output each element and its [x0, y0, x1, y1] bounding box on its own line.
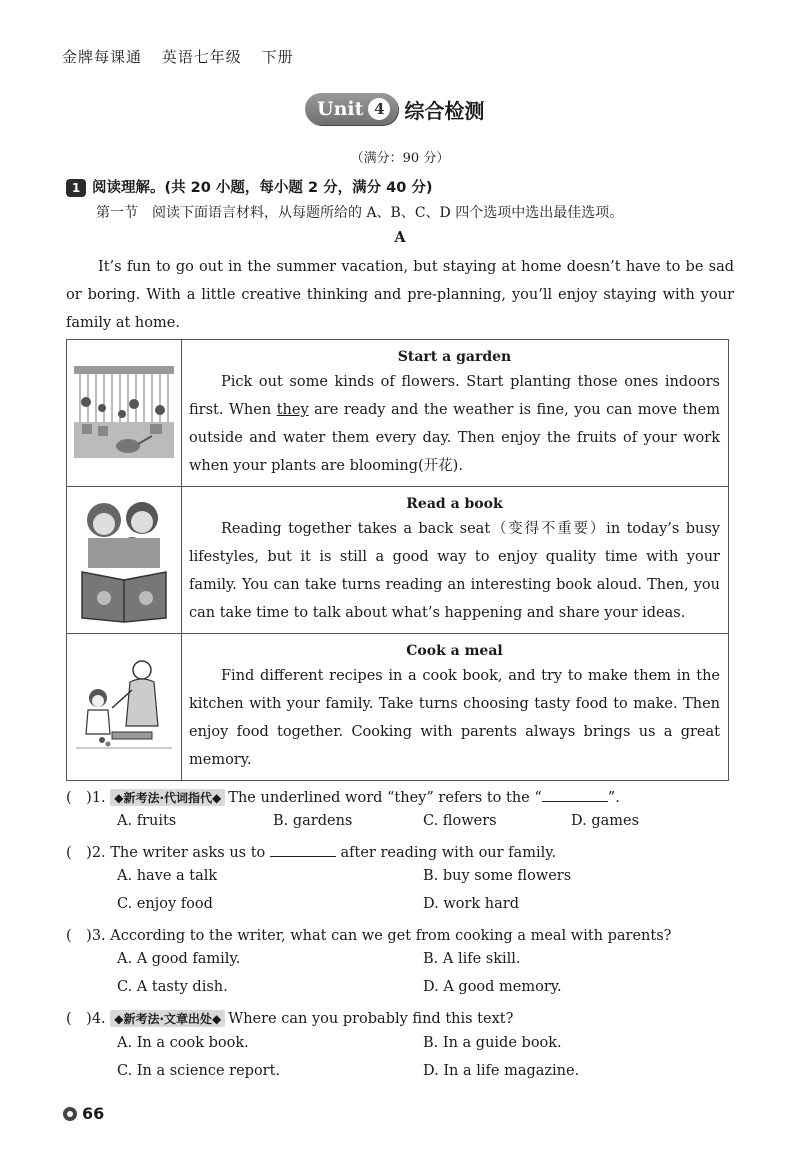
- activity-title: Read a book: [406, 496, 503, 512]
- book-name: 金牌每课通: [62, 48, 143, 66]
- cooking-illustration: [67, 634, 181, 778]
- answer-blank[interactable]: [542, 787, 608, 802]
- question-stem: According to the writer, what can we get from cooking a meal with parents?: [110, 928, 672, 944]
- question-tag: ◆新考法·文章出处◆: [110, 1010, 225, 1027]
- title-text: 综合检测: [404, 98, 485, 123]
- unit-number: 4: [368, 98, 390, 120]
- option[interactable]: A. fruits: [117, 813, 177, 829]
- question-3: [66, 924, 671, 945]
- activity-body-text: Pick out some kinds of flowers. Start planting those ones indoors first. When: [189, 374, 720, 418]
- page-number: 66: [82, 1104, 105, 1123]
- option[interactable]: D. games: [571, 813, 640, 829]
- option[interactable]: B. A life skill.: [423, 951, 521, 967]
- subject-name: 英语七年级: [161, 48, 242, 66]
- section-title: 阅读理解。(共 20 小题，每小题 2 分，满分 40 分): [92, 180, 433, 196]
- activities-table: [66, 339, 729, 781]
- option[interactable]: C. flowers: [423, 813, 497, 829]
- unit-badge: [305, 93, 398, 125]
- section-heading: [66, 176, 433, 197]
- option[interactable]: C. A tasty dish.: [117, 979, 228, 995]
- question-4: [66, 1007, 513, 1028]
- question-number: ( )2.: [66, 845, 106, 861]
- activity-body: Reading together takes a back seat（变得不重要）in today’s busy lifestyles, but it is still a good way to enjoy quality time with your family. You can take turns reading an interesting book aloud. Then, you can take time to talk about what’s happening and share your ideas.: [189, 521, 720, 621]
- activity-row: [67, 487, 729, 634]
- question-stem-end: after reading with our family.: [340, 845, 557, 861]
- option[interactable]: C. In a science report.: [117, 1063, 281, 1079]
- question-stem: The underlined word “they” refers to the “: [228, 790, 542, 806]
- garden-illustration: [67, 340, 181, 484]
- option[interactable]: A. have a talk: [117, 868, 218, 884]
- option[interactable]: A. In a cook book.: [117, 1035, 249, 1051]
- option[interactable]: D. A good memory.: [423, 979, 562, 995]
- option[interactable]: D. In a life magazine.: [423, 1063, 580, 1079]
- full-score: （满分：90 分）: [350, 151, 450, 166]
- question-stem: The writer asks us to: [110, 845, 266, 861]
- option[interactable]: B. In a guide book.: [423, 1035, 562, 1051]
- question-2: [66, 841, 556, 862]
- question-number: ( )4.: [66, 1011, 106, 1027]
- question-number: ( )1.: [66, 790, 106, 806]
- activity-row: [67, 340, 729, 487]
- activity-body: Find different recipes in a cook book, and try to make them in the kitchen with your family. Take turns choosing tasty food to make. Then enjoy food together. Cooking with parents always brings us a great memory.: [189, 668, 720, 768]
- option[interactable]: D. work hard: [423, 896, 519, 912]
- running-header: [62, 46, 308, 67]
- unit-word: Unit: [317, 98, 364, 120]
- gear-icon: [62, 1106, 78, 1122]
- underlined-word: they: [276, 402, 309, 418]
- page-title: [305, 93, 484, 125]
- question-number: ( )3.: [66, 928, 106, 944]
- option[interactable]: A. A good family.: [117, 951, 241, 967]
- question-stem: Where can you probably find this text?: [228, 1011, 514, 1027]
- passage-label: A: [394, 229, 406, 246]
- question-1: [66, 786, 620, 807]
- reading-family-illustration: [67, 487, 181, 631]
- activity-body: [189, 368, 720, 480]
- passage-intro: It’s fun to go out in the summer vacation, but staying at home doesn’t have to be sad or boring. With a little creative thinking and pre-planning, you’ll enjoy staying with your family at home.: [66, 259, 734, 331]
- part-instruction: 第一节 阅读下面语言材料，从每题所给的 A、B、C、D 四个选项中选出最佳选项。: [96, 205, 624, 221]
- activity-body-text: are ready and the weather is fine, you can move them outside and water them every day. Then enjoy the fruits of your work when your plants are blooming(开花).: [189, 402, 720, 474]
- option[interactable]: B. gardens: [273, 813, 353, 829]
- activity-row: [67, 634, 729, 781]
- section-number: 1: [66, 179, 86, 197]
- activity-title: Start a garden: [397, 349, 512, 365]
- answer-blank[interactable]: [270, 842, 336, 857]
- option[interactable]: C. enjoy food: [117, 896, 213, 912]
- option[interactable]: B. buy some flowers: [423, 868, 572, 884]
- question-tag: ◆新考法·代词指代◆: [110, 789, 225, 806]
- page-footer: [62, 1104, 104, 1123]
- activity-title: Cook a meal: [406, 643, 503, 659]
- question-stem-end: ”.: [607, 790, 620, 806]
- volume-name: 下册: [261, 48, 294, 66]
